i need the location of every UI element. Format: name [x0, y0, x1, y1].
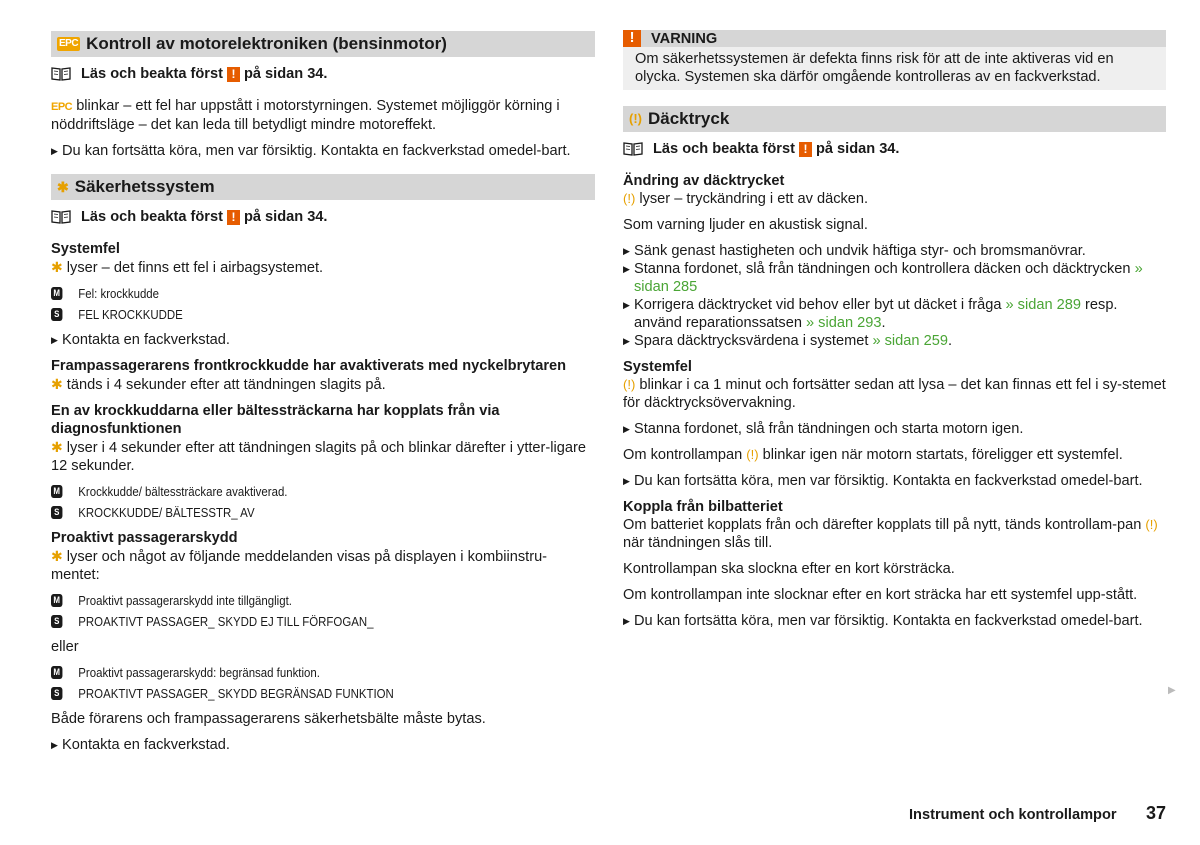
- airbag-icon: ✱: [51, 548, 63, 564]
- bullet-arrow-icon: ▶: [51, 335, 58, 345]
- maxidot-badge: M: [51, 485, 62, 498]
- maxidot-badge: M: [51, 287, 62, 300]
- fram-heading: Frampassagerarens frontkrockkudde har avaktiverats med nyckelbrytaren: [51, 358, 567, 374]
- warning-box-body: Om säkerhetssystemen är defekta finns risk för att de inte aktiveras vid en olycka. Systemen ska därför omgående kontrolleras av en fackverkstad.: [623, 47, 1166, 90]
- display-message-m: M Proaktivt passagerarskydd inte tillgängligt.: [51, 592, 592, 609]
- no-fade-text: Om kontrollampan inte slocknar efter en kort sträcka har ett systemfel upp-stått.: [623, 587, 1138, 603]
- warning-title: VARNING: [651, 30, 718, 47]
- warning-box-heading: [623, 30, 1166, 47]
- bullet-arrow-icon: ▶: [623, 616, 630, 626]
- systemfel-text: ✱ lyser – det finns ett fel i airbagsystemet.: [51, 259, 324, 276]
- tire-reference: Läs och beakta först ! på sidan 34.: [623, 140, 1166, 158]
- safety-section-heading: [51, 174, 595, 200]
- bullet-arrow-icon: ▶: [623, 246, 630, 256]
- tire-pressure-icon: (!): [746, 447, 759, 462]
- page-link[interactable]: » sidan 293: [806, 315, 882, 331]
- page-link[interactable]: » sidan 285: [634, 261, 1143, 295]
- tire-pressure-icon: (!): [623, 191, 636, 206]
- page-number: 37: [1146, 803, 1167, 823]
- tire-bullet: ▶ Spara däcktrycksvärdena i systemet » sidan 259.: [623, 333, 952, 349]
- warning-icon: !: [623, 30, 641, 47]
- display-message-m: M Krockkudde/ bältessträckare avaktiverad.: [51, 483, 592, 500]
- display-message-s: S FEL KROCKKUDDE: [51, 306, 592, 323]
- right-column: [623, 30, 1166, 638]
- display-message-s: S PROAKTIVT PASSAGER_ SKYDD BEGRÄNSAD FUNKTION: [51, 685, 592, 702]
- bullet-arrow-icon: ▶: [623, 424, 630, 434]
- change-text: (!) lyser – tryckändring i ett av däcken.: [623, 191, 869, 207]
- lamp-text: Om kontrollampan (!) blinkar igen när motorn startats, föreligger ett systemfel.: [623, 447, 1123, 463]
- safety-reference: Läs och beakta först ! på sidan 34.: [51, 208, 595, 226]
- left-column: [51, 30, 595, 762]
- display-message-s: S KROCKKUDDE/ BÄLTESSTR_ AV: [51, 504, 592, 521]
- systemfel-heading: Systemfel: [51, 241, 120, 257]
- battery-heading: Koppla från bilbatteriet: [623, 499, 783, 515]
- bullet-arrow-icon: ▶: [623, 336, 630, 346]
- airbag-icon: ✱: [51, 439, 63, 455]
- epc-warning-icon: EPC: [59, 38, 79, 49]
- proaktivt-text: ✱ lyser och något av följande meddelanden visas på displayen i kombiinstru-mentet:: [51, 548, 548, 583]
- eller-text: eller: [51, 639, 79, 655]
- safety-bullet: ▶ Kontakta en fackverkstad.: [51, 332, 230, 348]
- book-icon: [623, 142, 643, 156]
- bullet-arrow-icon: ▶: [623, 300, 630, 310]
- bullet-arrow-icon: ▶: [623, 264, 630, 274]
- tire-pressure-icon: (!): [1145, 517, 1158, 532]
- bullet-arrow-icon: ▶: [51, 146, 58, 156]
- display-message-s: S PROAKTIVT PASSAGER_ SKYDD EJ TILL FÖRFOGAN_: [51, 613, 592, 630]
- proaktivt-heading: Proaktivt passagerarskydd: [51, 530, 238, 546]
- maxidot-badge: M: [51, 666, 62, 679]
- epc-reference: Läs och beakta först ! på sidan 34.: [51, 65, 595, 83]
- battery-text: Om batteriet kopplats från och därefter kopplats till på nytt, tänds kontrollam-pan (!) när tändningen slås till.: [623, 517, 1158, 551]
- tire-bullet: ▶ Stanna fordonet, slå från tändningen och kontrollera däcken och däcktrycken » sidan 285: [623, 261, 1143, 295]
- airbag-icon: ✱: [51, 259, 63, 275]
- display-message-m: M Fel: krockkudde: [51, 285, 592, 302]
- tire-bullet: ▶ Sänk genast hastigheten och undvik häftiga styr- och bromsmanövrar.: [623, 243, 1086, 259]
- bullet-arrow-icon: ▶: [51, 740, 58, 750]
- tire-section-title: Däcktryck: [648, 109, 730, 128]
- safety-bullet: ▶ Kontakta en fackverkstad.: [51, 737, 230, 753]
- book-icon: [51, 210, 71, 224]
- diag-heading: En av krockkuddarna eller bältessträckarna har kopplats från via diagnosfunktionen: [51, 403, 500, 437]
- short-distance-text: Kontrollampan ska slockna efter en kort körsträcka.: [623, 561, 955, 577]
- segment-badge: S: [51, 308, 62, 321]
- book-icon: [51, 67, 71, 81]
- sound-text: Som varning ljuder en akustisk signal.: [623, 217, 868, 233]
- safety-section-title: Säkerhetssystem: [74, 177, 215, 196]
- segment-badge: S: [51, 687, 62, 700]
- epc-bullet: ▶ Du kan fortsätta köra, men var försiktig. Kontakta en fackverkstad omedel-bart.: [51, 143, 571, 159]
- tire-bullet: ▶ Korrigera däcktrycket vid behov eller byt ut däcket i fråga » sidan 289 resp. använd reparationssatsen » sidan 293.: [623, 297, 1118, 331]
- diag-text: ✱ lyser i 4 sekunder efter att tändningen slagits på och blinkar därefter i ytter-ligare 12 sekunder.: [51, 439, 586, 474]
- epc-icon: EPC: [51, 101, 73, 113]
- epc-section-heading: [51, 31, 595, 57]
- fram-text: ✱ tänds i 4 sekunder efter att tändningen slagits på.: [51, 376, 386, 393]
- bullet-arrow-icon: ▶: [623, 476, 630, 486]
- tire-pressure-icon: (!): [623, 377, 636, 392]
- belts-text: Både förarens och frampassagerarens säkerhetsbälte måste bytas.: [51, 711, 486, 727]
- tire-systemfel-text: (!) blinkar i ca 1 minut och fortsätter sedan att lysa – det kan finnas ett fel i sy-stemet för däcktrycksövervakning.: [623, 377, 1166, 411]
- tire-bullet: ▶ Du kan fortsätta köra, men var försiktig. Kontakta en fackverkstad omedel-bart.: [623, 613, 1143, 629]
- warning-mark-icon: !: [799, 142, 812, 157]
- epc-description: EPC blinkar – ett fel har uppstått i motorstyrningen. Systemet möjliggör körning i nöddriftsläge – det kan leda till betydligt mindre motoreffekt.: [51, 98, 560, 133]
- display-message-m: M Proaktivt passagerarskydd: begränsad funktion.: [51, 664, 592, 681]
- warning-mark-icon: !: [227, 210, 240, 225]
- tire-bullet: ▶ Du kan fortsätta köra, men var försiktig. Kontakta en fackverkstad omedel-bart.: [623, 473, 1143, 489]
- airbag-icon: ✱: [51, 376, 63, 392]
- segment-badge: S: [51, 506, 62, 519]
- warning-mark-icon: !: [227, 67, 240, 82]
- tire-section-heading: [623, 106, 1166, 132]
- epc-section-title: Kontroll av motorelektroniken (bensinmotor): [86, 34, 447, 53]
- tire-pressure-icon: (!): [629, 111, 642, 126]
- change-heading: Ändring av däcktrycket: [623, 173, 785, 189]
- page-link[interactable]: » sidan 259: [872, 333, 948, 349]
- airbag-icon: ✱: [57, 179, 69, 195]
- page-link[interactable]: » sidan 289: [1005, 297, 1081, 313]
- tire-systemfel-heading: Systemfel: [623, 359, 692, 375]
- maxidot-badge: M: [51, 594, 62, 607]
- tire-bullet: ▶ Stanna fordonet, slå från tändningen och starta motorn igen.: [623, 421, 1024, 437]
- footer-chapter-title: Instrument och kontrollampor: [909, 807, 1117, 823]
- segment-badge: S: [51, 615, 62, 628]
- continue-arrow-icon: ▶: [1168, 685, 1176, 696]
